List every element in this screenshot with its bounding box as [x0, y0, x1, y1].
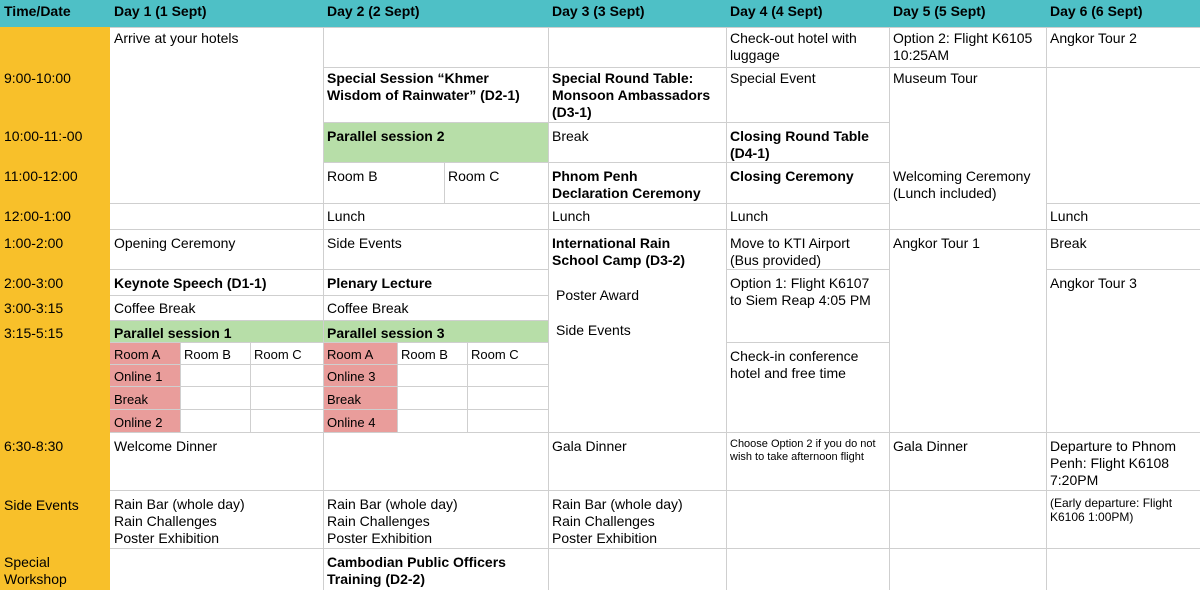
day4-checkout: Check-out hotel with luggage [730, 30, 857, 63]
day4-option-1-flight: Option 1: Flight K6107 to Siem Reap 4:05 PM [730, 275, 871, 308]
day2-coffee-break: Coffee Break [327, 300, 409, 316]
day2-room-c: Room C [448, 168, 500, 184]
day2-break: Break [327, 392, 361, 407]
day6-lunch: Lunch [1050, 208, 1089, 224]
header-day-2: Day 2 (2 Sept) [323, 0, 548, 27]
day1-welcome-dinner: Welcome Dinner [114, 438, 218, 454]
day1-opening-ceremony: Opening Ceremony [114, 235, 236, 251]
day1-parallel-session-1: Parallel session 1 [114, 325, 232, 341]
day6-break: Break [1050, 235, 1087, 251]
day2-room-c-parallel: Room C [471, 347, 519, 362]
day2-room-a: Room A [327, 347, 374, 362]
day2-side-events: Side Events [327, 235, 402, 251]
time-slot: 12:00-1:00 [4, 208, 71, 224]
time-slot: Special Workshop [4, 554, 67, 587]
time-slot: 11:00-12:00 [4, 168, 78, 184]
day2-room-b: Room B [327, 168, 378, 184]
day5-welcoming-ceremony: Welcoming Ceremony (Lunch included) [893, 168, 1031, 201]
time-slot: 3:15-5:15 [4, 325, 64, 341]
day2-lunch: Lunch [327, 208, 366, 224]
day3-declaration-ceremony: Phnom Penh Declaration Ceremony [552, 168, 701, 201]
day1-coffee-break: Coffee Break [114, 300, 196, 316]
day4-checkin: Check-in conference hotel and free time [730, 348, 859, 381]
time-slot: 2:00-3:00 [4, 275, 64, 291]
day1-online-1: Online 1 [114, 369, 163, 384]
day1-side-events: Rain Bar (whole day) Rain Challenges Poster Exhibition [114, 496, 245, 546]
day2-special-workshop: Cambodian Public Officers Training (D2-2) [327, 554, 506, 587]
time-slot: 9:00-10:00 [4, 70, 71, 86]
day3-poster-award: Poster Award [556, 287, 640, 303]
day1-keynote: Keynote Speech (D1-1) [114, 275, 267, 291]
header-day-1: Day 1 (1 Sept) [110, 0, 323, 27]
day1-break: Break [114, 392, 148, 407]
header-day-5: Day 5 (5 Sept) [889, 0, 1046, 27]
time-slot: 3:00-3:15 [4, 300, 64, 316]
day5-gala-dinner: Gala Dinner [893, 438, 968, 454]
day5-museum-tour: Museum Tour [893, 70, 978, 86]
day4-move-to-airport: Move to KTI Airport (Bus provided) [730, 235, 850, 268]
day4-choose-option-note: Choose Option 2 if you do not wish to take afternoon flight [730, 438, 876, 463]
time-slot: 1:00-2:00 [4, 235, 64, 251]
day1-arrive: Arrive at your hotels [114, 30, 239, 46]
day3-side-events-list: Rain Bar (whole day) Rain Challenges Poster Exhibition [552, 496, 683, 546]
time-slot: 10:00-11:-00 [4, 128, 83, 144]
day3-rain-school-camp: International Rain School Camp (D3-2) [552, 235, 686, 268]
day1-room-b: Room B [184, 347, 231, 362]
day3-break: Break [552, 128, 589, 144]
header-day-4: Day 4 (4 Sept) [726, 0, 889, 27]
day6-angkor-tour-2: Angkor Tour 2 [1050, 30, 1137, 46]
day3-special-round-table: Special Round Table: Monsoon Ambassadors (D3-1) [552, 70, 711, 120]
day2-plenary-lecture: Plenary Lecture [327, 275, 433, 291]
day1-room-a: Room A [114, 347, 161, 362]
header-day-6: Day 6 (6 Sept) [1046, 0, 1200, 27]
day4-special-event: Special Event [730, 70, 816, 86]
day6-early-departure: (Early departure: Flight K6106 1:00PM) [1050, 496, 1173, 524]
header-time-date: Time/Date [0, 0, 110, 27]
day3-lunch: Lunch [552, 208, 591, 224]
day4-lunch: Lunch [730, 208, 769, 224]
day2-parallel-session-2: Parallel session 2 [327, 128, 445, 144]
day4-closing-ceremony: Closing Ceremony [730, 168, 854, 184]
day4-closing-round-table: Closing Round Table (D4-1) [730, 128, 869, 161]
day6-departure: Departure to Phnom Penh: Flight K6108 7:20PM [1050, 438, 1177, 488]
time-slot: Side Events [4, 497, 79, 513]
day3-gala-dinner: Gala Dinner [552, 438, 627, 454]
day2-online-3: Online 3 [327, 369, 376, 384]
day6-angkor-tour-3: Angkor Tour 3 [1050, 275, 1137, 291]
day2-special-session: Special Session “Khmer Wisdom of Rainwater” (D2-1) [327, 70, 520, 103]
header-day-3: Day 3 (3 Sept) [548, 0, 726, 27]
day5-option-2-flight: Option 2: Flight K6105 10:25AM [893, 30, 1033, 63]
day2-room-b-parallel: Room B [401, 347, 448, 362]
day1-online-2: Online 2 [114, 415, 163, 430]
day1-room-c: Room C [254, 347, 302, 362]
day2-side-events-list: Rain Bar (whole day) Rain Challenges Poster Exhibition [327, 496, 458, 546]
day2-parallel-session-3: Parallel session 3 [327, 325, 445, 341]
day5-angkor-tour-1: Angkor Tour 1 [893, 235, 980, 251]
day2-online-4: Online 4 [327, 415, 376, 430]
time-slot: 6:30-8:30 [4, 438, 64, 454]
day3-side-events: Side Events [556, 322, 631, 338]
